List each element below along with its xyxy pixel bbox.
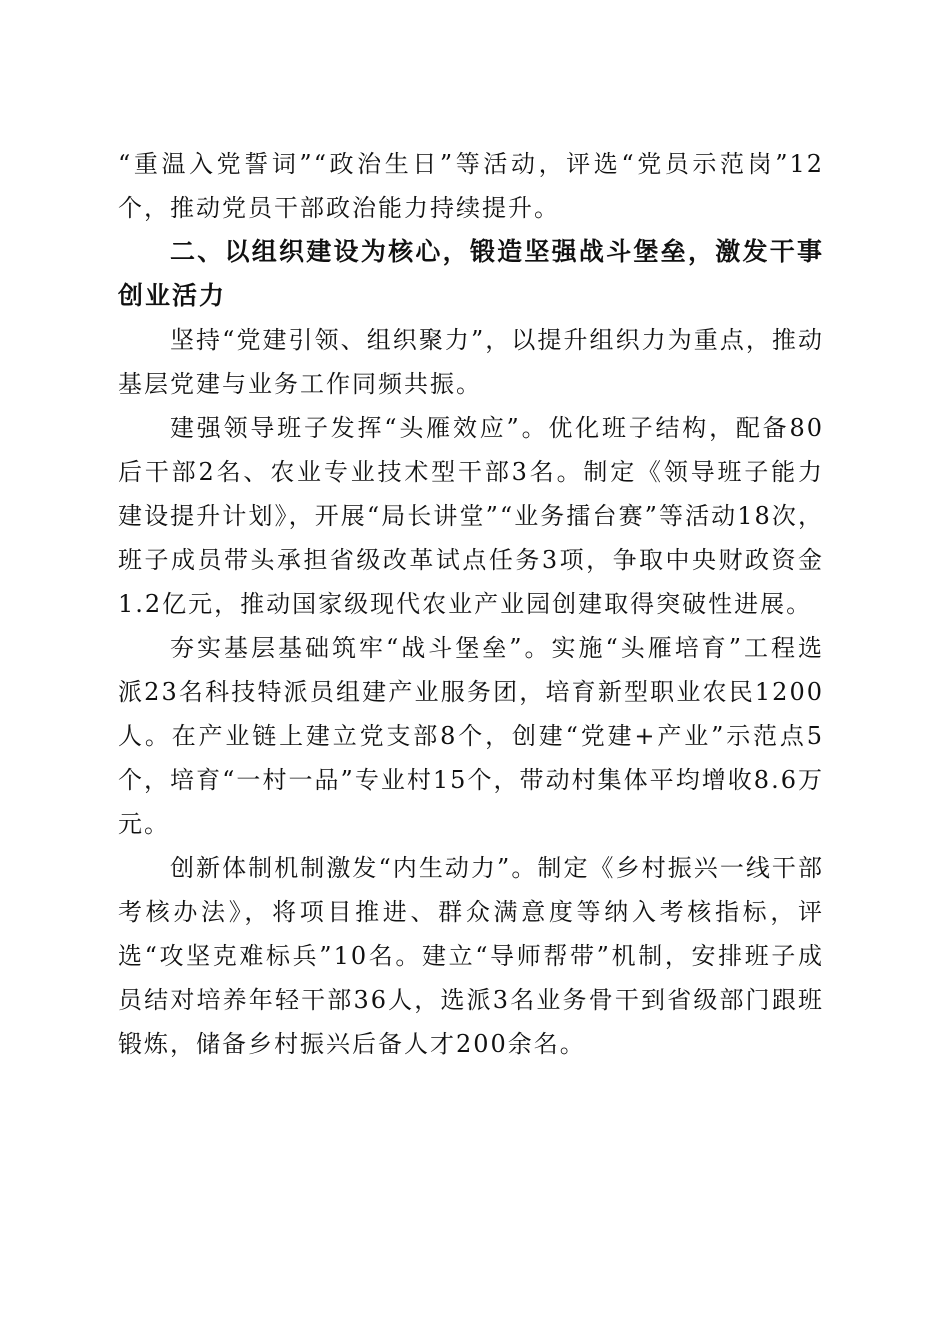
paragraph-intro: 坚持“党建引领、组织聚力”，以提升组织力为重点，推动基层党建与业务工作同频共振。 [118, 326, 824, 398]
section-heading: 二、以组织建设为核心，锻造坚强战斗堡垒，激发干事创业活力 [118, 237, 824, 310]
paragraph-grassroots: 夯实基层基础筑牢“战斗堡垒”。实施“头雁培育”工程选派23名科技特派员组建产业服务团，培育新型职业农民1200人。在产业链上建立党支部8个，创建“党建+产业”示范点5个，培育“一村一品”专业村15个，带动村集体平均增收8.6万元。 [118, 634, 824, 838]
paragraph-mechanism: 创新体制机制激发“内生动力”。制定《乡村振兴一线干部考核办法》，将项目推进、群众满意度等纳入考核指标，评选“攻坚克难标兵”10名。建立“导师帮带”机制，安排班子成员结对培养年轻干部36人，选派3名业务骨干到省级部门跟班锻炼，储备乡村振兴后备人才200余名。 [118, 854, 824, 1058]
document-body [118, 142, 824, 1066]
paragraph-leadership: 建强领导班子发挥“头雁效应”。优化班子结构，配备80后干部2名、农业专业技术型干部3名。制定《领导班子能力建设提升计划》，开展“局长讲堂”“业务擂台赛”等活动18次，班子成员带头承担省级改革试点任务3项，争取中央财政资金1.2亿元，推动国家级现代农业产业园创建取得突破性进展。 [118, 414, 824, 618]
paragraph-continuation: “重温入党誓词”“政治生日”等活动，评选“党员示范岗”12个，推动党员干部政治能力持续提升。 [118, 150, 824, 222]
